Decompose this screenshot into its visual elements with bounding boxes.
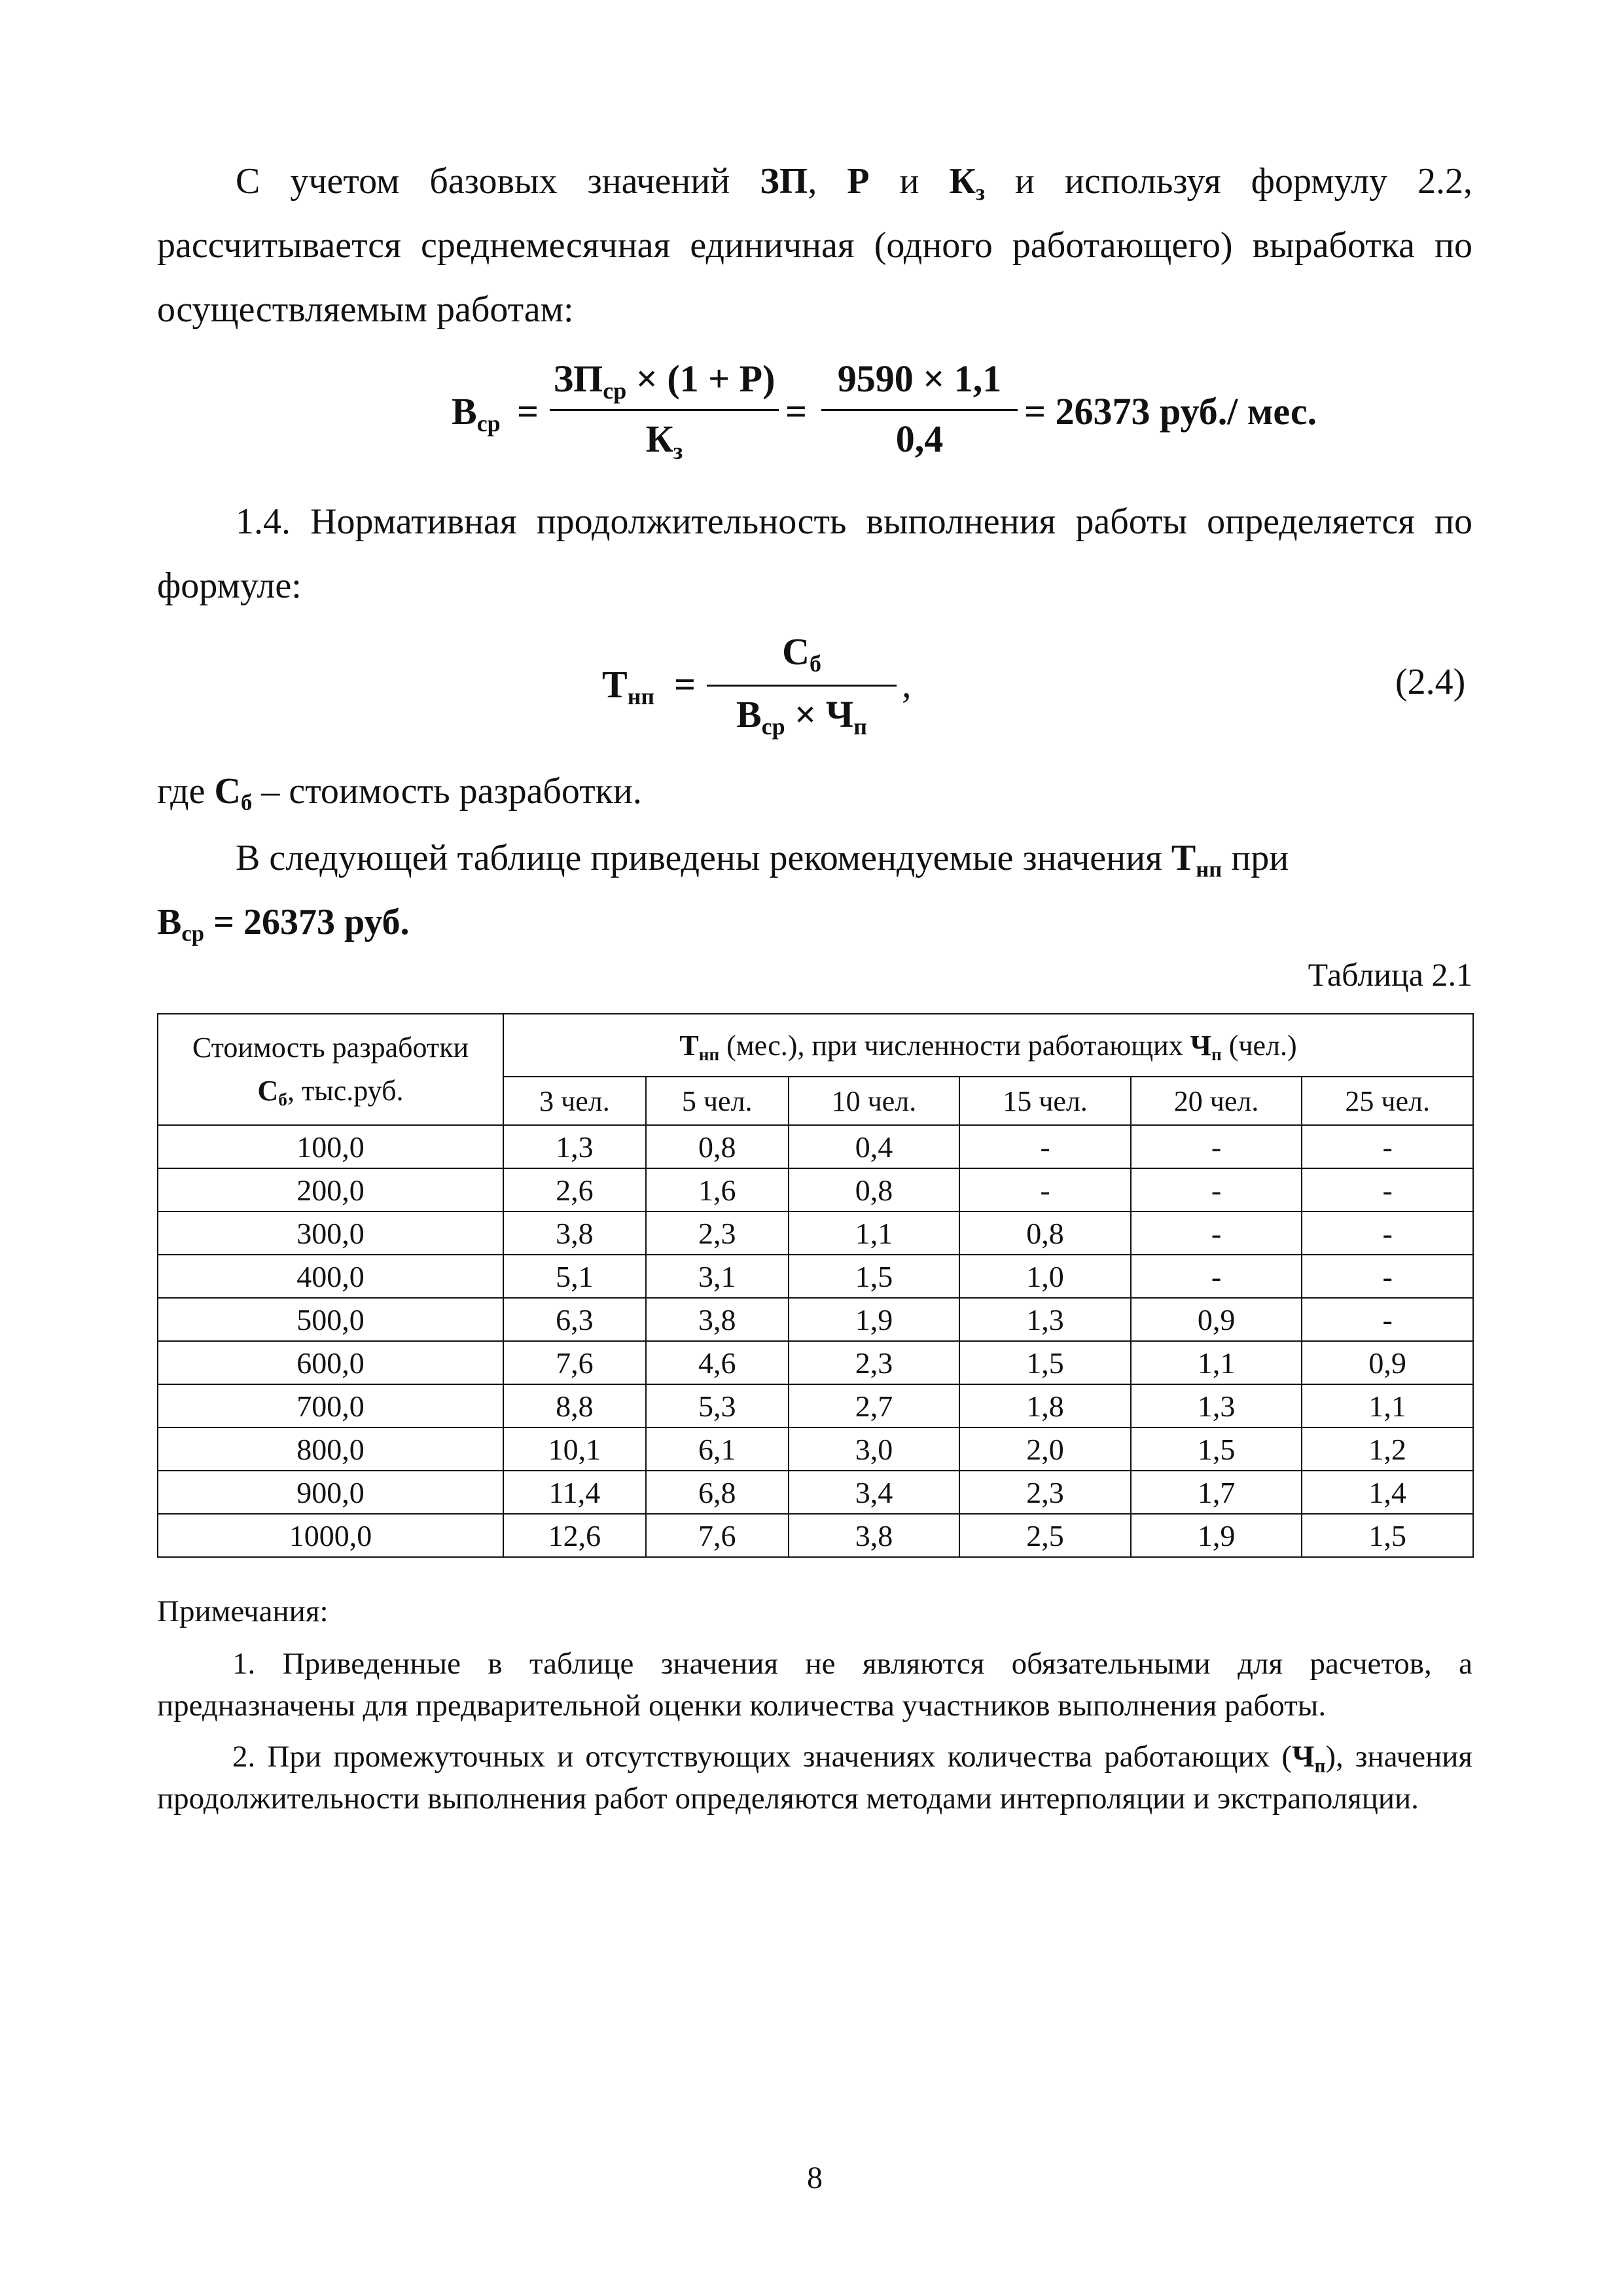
duration-group-header: $Т_{нп}$ (мес.), при численности работающих $Ч_п$ (чел.) [503, 1014, 1473, 1077]
duration-cell: 1,4 [1302, 1471, 1473, 1514]
bsr-value: $В_{ср} = 26373$ руб. [157, 902, 410, 946]
cost-cell: 200,0 [158, 1168, 503, 1211]
column-header: 10 чел. [789, 1077, 960, 1125]
fraction-2-denominator: 0,4 [895, 418, 944, 460]
cost-cell: 1000,0 [158, 1514, 503, 1557]
duration-cell: 0,9 [1302, 1341, 1473, 1384]
duration-cell: 2,3 [646, 1211, 789, 1255]
table-intro-paragraph: В следующей таблице приведены рекомендуемые значения $Т_{нп}$ при $В_{ср} = 26373$ руб. [157, 838, 1289, 946]
cost-cell: 300,0 [158, 1211, 503, 1255]
duration-cell: 2,3 [789, 1341, 960, 1384]
cost-cell: 800,0 [158, 1427, 503, 1471]
fraction-1-bar [550, 409, 779, 411]
fraction-2-bar [821, 409, 1018, 411]
duration-cell: 3,1 [646, 1255, 789, 1298]
duration-cell: 6,3 [503, 1298, 646, 1341]
duration-cell: - [1302, 1211, 1473, 1255]
duration-cell: 2,7 [789, 1384, 960, 1427]
duration-cell: 1,6 [646, 1168, 789, 1211]
table-row [158, 1341, 1473, 1384]
column-header: 15 чел. [959, 1077, 1131, 1125]
duration-cell: 0,8 [959, 1211, 1131, 1255]
cb-symbol: $С_б$ [214, 771, 253, 816]
formula2-comma: , [902, 663, 912, 706]
duration-cell: 0,8 [789, 1168, 960, 1211]
table-row [158, 1471, 1473, 1514]
table-row [158, 1168, 1473, 1211]
duration-cell: 1,3 [503, 1125, 646, 1168]
duration-cell: 1,2 [1302, 1427, 1473, 1471]
column-header: 5 чел. [646, 1077, 789, 1125]
table-row [158, 1427, 1473, 1471]
fraction-2-numerator: 9590 × 1,1 [837, 357, 1002, 400]
duration-cell: - [1302, 1168, 1473, 1211]
duration-cell: - [1131, 1255, 1302, 1298]
duration-cell: 1,9 [789, 1298, 960, 1341]
duration-cell: 0,9 [1131, 1298, 1302, 1341]
tnp-symbol: $Т_{нп}$ [1171, 838, 1222, 882]
cost-cell: 700,0 [158, 1384, 503, 1427]
cost-header: Стоимость разработки $С_б$, тыс.руб. [158, 1014, 503, 1125]
kz-symbol: $К_з$ [949, 161, 985, 206]
cost-cell: 600,0 [158, 1341, 503, 1384]
table-row [158, 1384, 1473, 1427]
duration-cell: - [1302, 1125, 1473, 1168]
duration-cell: - [959, 1125, 1131, 1168]
table-row [158, 1514, 1473, 1557]
duration-cell: 7,6 [503, 1341, 646, 1384]
duration-cell: 1,5 [789, 1255, 960, 1298]
note-1: 1. Приведенные в таблице значения не являются обязательными для расчетов, а предназначены для предварительной оценки количества участников выполнения работы. [157, 1647, 1472, 1723]
where-paragraph: где $С_б$ – стоимость разработки. [157, 771, 642, 816]
duration-cell: - [1131, 1125, 1302, 1168]
duration-cell: - [959, 1168, 1131, 1211]
duration-cell: 2,5 [959, 1514, 1131, 1557]
equation-number: (2.4) [1395, 662, 1466, 702]
duration-cell: 1,5 [959, 1341, 1131, 1384]
formula2-lhs: $Т_{нп}$ [602, 663, 655, 709]
duration-cell: 6,8 [646, 1471, 789, 1514]
zp-symbol: ЗП [760, 161, 808, 202]
duration-cell: 3,8 [789, 1514, 960, 1557]
duration-cell: 1,0 [959, 1255, 1131, 1298]
duration-cell: 2,6 [503, 1168, 646, 1211]
duration-cell: 2,3 [959, 1471, 1131, 1514]
duration-cell: 5,1 [503, 1255, 646, 1298]
formula2-numerator: $С_б$ [782, 630, 821, 677]
duration-cell: 3,8 [503, 1211, 646, 1255]
section-1-4-paragraph: 1.4. Нормативная продолжительность выполнения работы определяется по формуле: [157, 501, 1472, 606]
output-formula [452, 357, 1368, 468]
duration-cell: 3,0 [789, 1427, 960, 1471]
table-row [158, 1298, 1473, 1341]
duration-cell: 3,4 [789, 1471, 960, 1514]
duration-formula [602, 630, 995, 754]
cost-cell: 100,0 [158, 1125, 503, 1168]
duration-cell: - [1302, 1255, 1473, 1298]
formula-result: = 26373 руб./ мес. [1024, 390, 1317, 433]
duration-cell: - [1302, 1298, 1473, 1341]
table-row [158, 1125, 1473, 1168]
duration-cell: 12,6 [503, 1514, 646, 1557]
duration-cell: 8,8 [503, 1384, 646, 1427]
cost-cell: 900,0 [158, 1471, 503, 1514]
duration-cell: 0,4 [789, 1125, 960, 1168]
duration-cell: 1,8 [959, 1384, 1131, 1427]
duration-cell: 7,6 [646, 1514, 789, 1557]
duration-cell: - [1131, 1168, 1302, 1211]
duration-cell: 1,5 [1131, 1427, 1302, 1471]
duration-cell: 1,1 [1131, 1341, 1302, 1384]
formula-eq: = [517, 390, 539, 433]
duration-cell: 10,1 [503, 1427, 646, 1471]
formula-fraction-1 [550, 357, 779, 468]
formula2-eq: = [674, 663, 696, 706]
formula-fraction-2 [821, 357, 1018, 468]
formula-eq-2: = [785, 390, 808, 433]
duration-cell: 4,6 [646, 1341, 789, 1384]
p-symbol: Р [847, 161, 870, 202]
table-body [158, 1125, 1473, 1557]
fraction-1-denominator: $К_з$ [645, 418, 683, 464]
notes-title: Примечания: [157, 1594, 329, 1628]
duration-cell: 1,3 [959, 1298, 1131, 1341]
table-caption: Таблица 2.1 [1308, 956, 1472, 993]
table-row [158, 1211, 1473, 1255]
formula-lhs: $В_{ср}$ [452, 390, 501, 437]
duration-cell: 1,3 [1131, 1384, 1302, 1427]
column-header: 20 чел. [1131, 1077, 1302, 1125]
fraction-1-numerator: $ЗП_{ср} \times (1 + Р)$ [553, 357, 776, 404]
duration-cell: 1,5 [1302, 1514, 1473, 1557]
duration-cell: 6,1 [646, 1427, 789, 1471]
duration-cell: 3,8 [646, 1298, 789, 1341]
cost-cell: 400,0 [158, 1255, 503, 1298]
duration-cell: 5,3 [646, 1384, 789, 1427]
column-header: 3 чел. [503, 1077, 646, 1125]
formula2-bar [707, 685, 897, 687]
duration-cell: 0,8 [646, 1125, 789, 1168]
duration-cell: - [1131, 1211, 1302, 1255]
cost-cell: 500,0 [158, 1298, 503, 1341]
page-number: 8 [807, 2161, 823, 2195]
note-2: 2. При промежуточных и отсутствующих значениях количества работающих $(Ч_п)$, значения продолжительности выполнения работ определяются методами интерполяции и экстраполяции. [157, 1740, 1472, 1816]
duration-cell: 1,1 [1302, 1384, 1473, 1427]
duration-cell: 2,0 [959, 1427, 1131, 1471]
duration-cell: 1,9 [1131, 1514, 1302, 1557]
duration-table [157, 1013, 1474, 1558]
duration-cell: 1,1 [789, 1211, 960, 1255]
intro-paragraph: С учетом базовых значений ЗП, Р и $К_з$ и используя формулу 2.2, рассчитывается среднемесячная единичная (одного работающего) выработка по осуществляемым работам: [157, 161, 1473, 330]
column-header: 25 чел. [1302, 1077, 1473, 1125]
table-row [158, 1255, 1473, 1298]
formula2-denominator: $В_{ср} \times Ч_п$ [736, 693, 867, 740]
duration-cell: 11,4 [503, 1471, 646, 1514]
duration-cell: 1,7 [1131, 1471, 1302, 1514]
